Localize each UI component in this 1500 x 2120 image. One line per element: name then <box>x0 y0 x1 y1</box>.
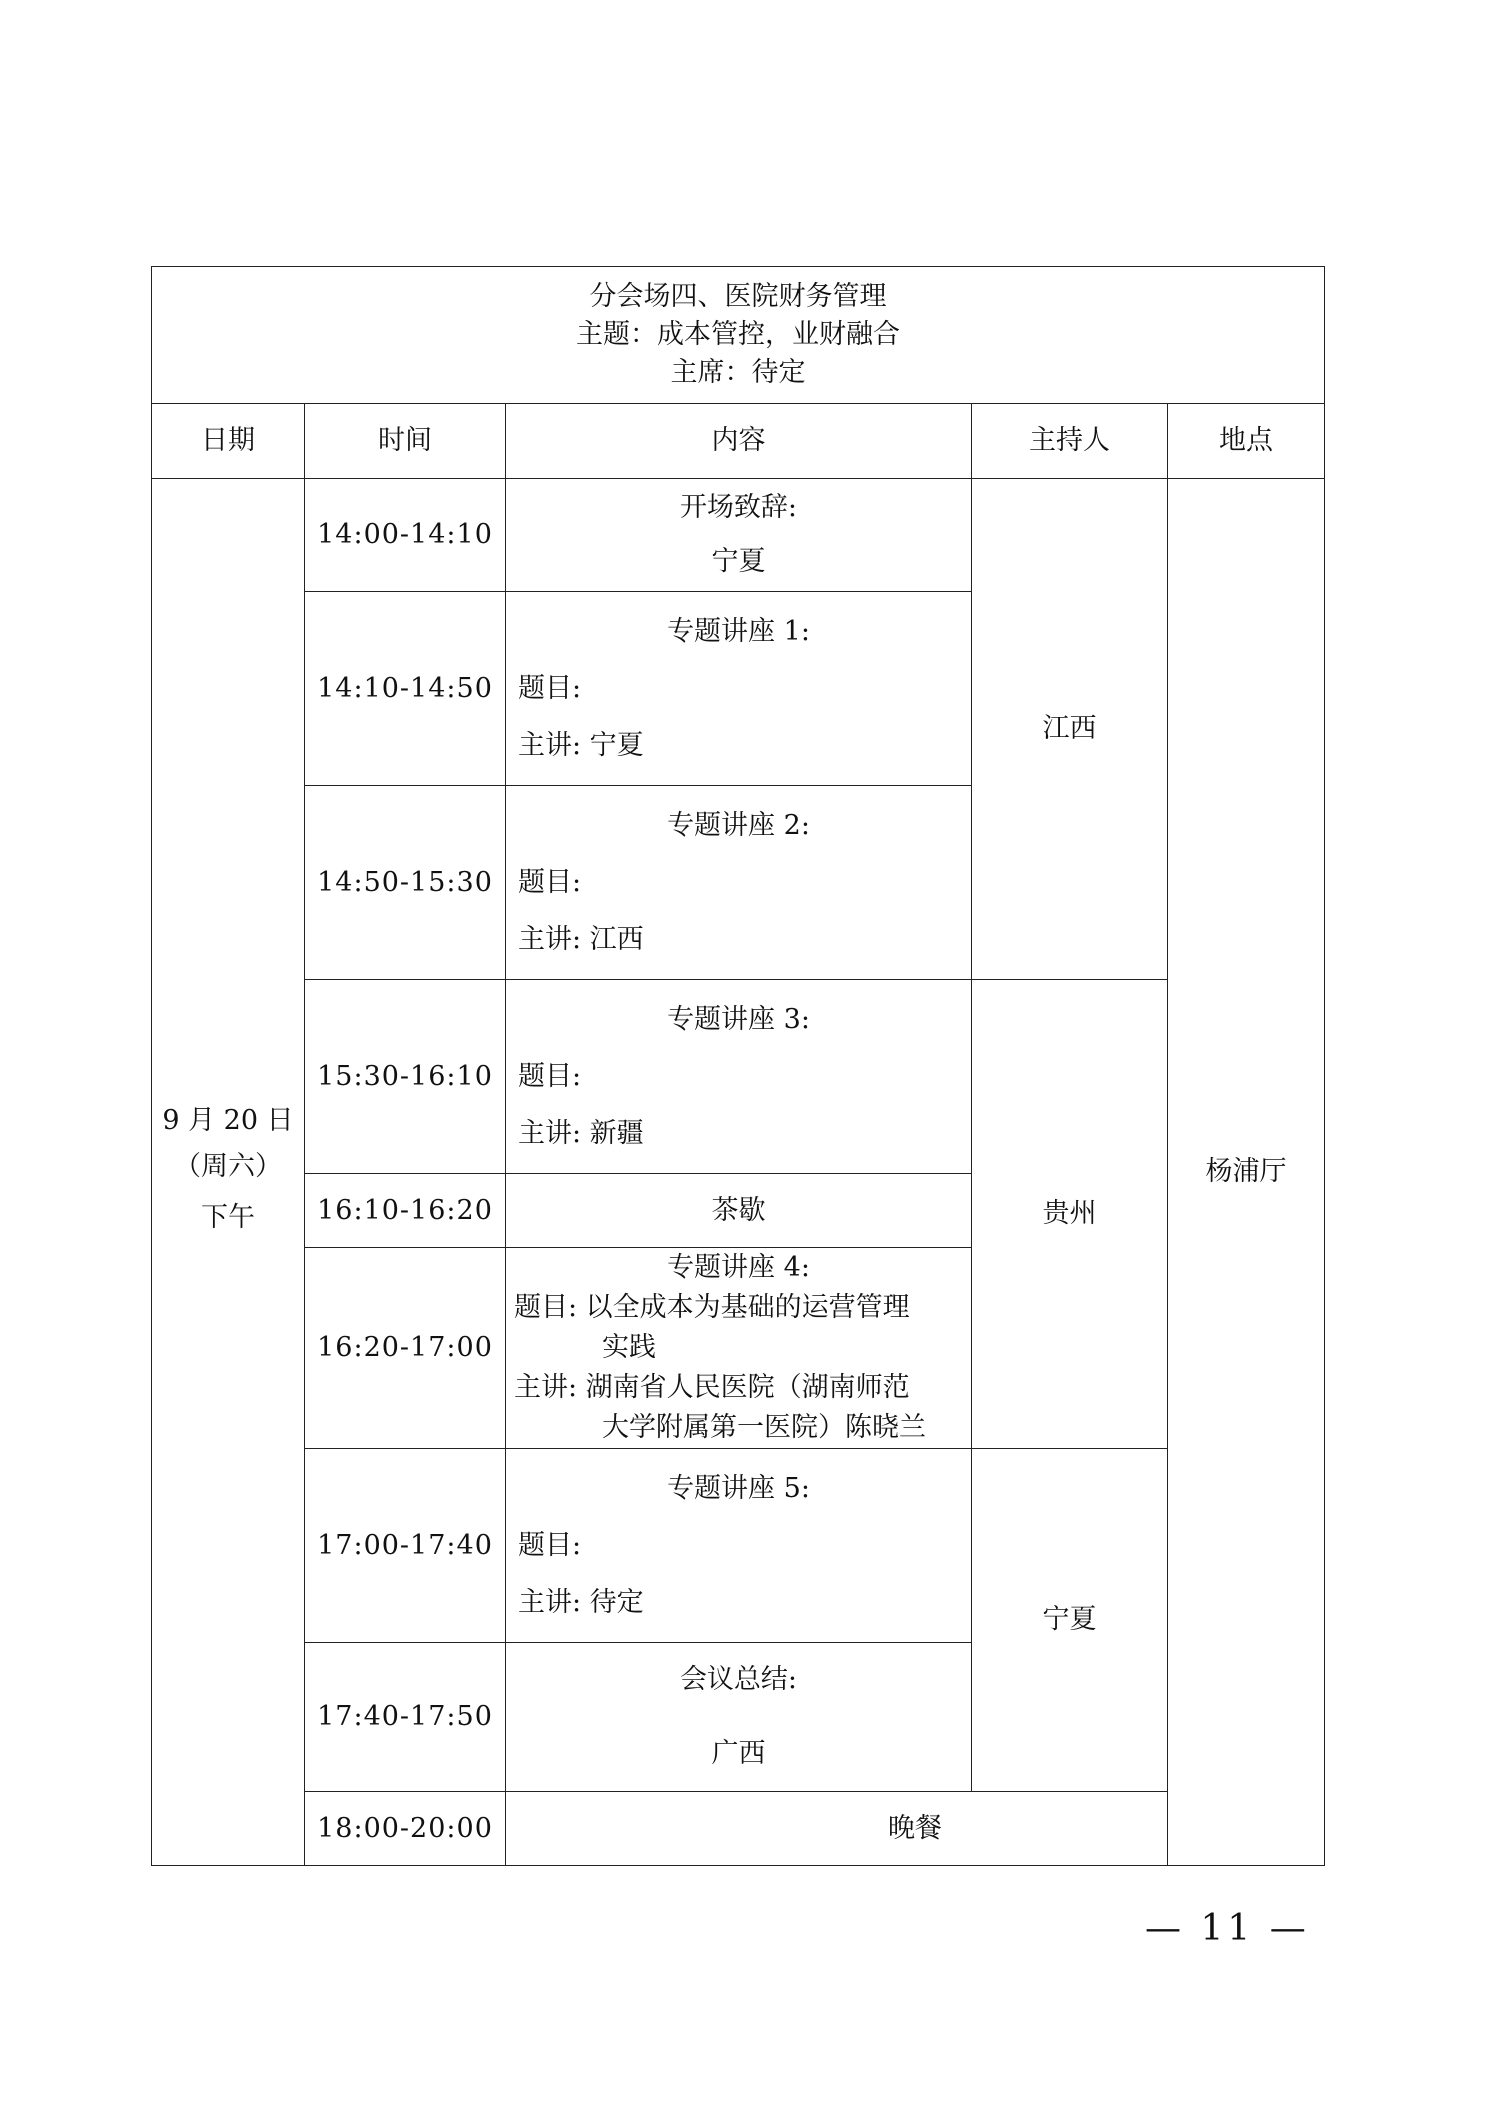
content-topic: 题目: <box>518 867 582 898</box>
content-topic-continued: 实践 <box>602 1332 656 1363</box>
session-theme: 主题：成本管控，业财融合 <box>576 319 900 351</box>
time-cell: 14:10-14:50 <box>305 592 506 786</box>
column-header-host: 主持人 <box>972 404 1168 479</box>
table-row <box>152 479 1325 592</box>
content-speaker: 主讲: 江西 <box>518 924 644 955</box>
time-cell: 16:10-16:20 <box>305 1174 506 1248</box>
content-topic: 题目: <box>518 673 582 704</box>
content-heading: 专题讲座 2: <box>667 810 810 841</box>
content-speaker: 主讲: 待定 <box>518 1587 644 1618</box>
date-weekday: （周六） <box>174 1151 282 1182</box>
session-title: 分会场四、医院财务管理 <box>589 281 887 313</box>
content-heading: 会议总结: <box>679 1664 798 1695</box>
session-chair: 主席：待定 <box>670 356 806 388</box>
column-header-venue: 地点 <box>1168 404 1325 479</box>
column-header-date: 日期 <box>152 404 305 479</box>
column-header-row <box>152 404 1325 479</box>
date-day: 9 月 20 日 <box>162 1105 294 1136</box>
content-speaker: 主讲: 新疆 <box>518 1118 644 1149</box>
content-heading: 专题讲座 4: <box>667 1252 810 1283</box>
content-detail: 广西 <box>711 1738 766 1769</box>
venue-cell: 杨浦厅 <box>1168 479 1325 1866</box>
host-cell: 贵州 <box>972 980 1168 1449</box>
time-cell: 17:40-17:50 <box>305 1643 506 1792</box>
table-row <box>152 1449 1325 1643</box>
content-heading: 开场致辞: <box>679 492 798 523</box>
time-cell: 17:00-17:40 <box>305 1449 506 1643</box>
page-number: — 11 — <box>1145 1908 1310 1949</box>
host-cell: 宁夏 <box>972 1449 1168 1792</box>
column-header-content: 内容 <box>506 404 972 479</box>
content-heading: 专题讲座 5: <box>667 1473 810 1504</box>
content-speaker: 主讲: 宁夏 <box>518 730 644 761</box>
content-heading: 专题讲座 1: <box>667 616 810 647</box>
date-period: 下午 <box>201 1202 255 1233</box>
content-cell <box>506 786 972 980</box>
content-cell <box>506 479 972 592</box>
content-detail: 宁夏 <box>711 546 766 577</box>
date-cell <box>152 479 305 1866</box>
content-cell: 晚餐 <box>506 1792 1325 1866</box>
table-row <box>152 980 1325 1174</box>
time-cell: 14:50-15:30 <box>305 786 506 980</box>
session-header <box>152 267 1325 404</box>
time-cell: 15:30-16:10 <box>305 980 506 1174</box>
column-header-time: 时间 <box>305 404 506 479</box>
content-cell <box>506 1248 972 1449</box>
schedule-table <box>151 266 1325 1866</box>
content-speaker-continued: 大学附属第一医院）陈晓兰 <box>602 1412 926 1443</box>
content-topic: 题目: <box>518 1061 582 1092</box>
content-topic: 题目: <box>518 1530 582 1561</box>
time-cell: 16:20-17:00 <box>305 1248 506 1449</box>
time-cell: 18:00-20:00 <box>305 1792 506 1866</box>
session-header-row <box>152 267 1325 404</box>
content-cell <box>506 980 972 1174</box>
time-cell: 14:00-14:10 <box>305 479 506 592</box>
host-cell: 江西 <box>972 479 1168 980</box>
content-heading: 专题讲座 3: <box>667 1004 810 1035</box>
content-cell <box>506 1643 972 1792</box>
content-topic: 题目: 以全成本为基础的运营管理 <box>514 1292 910 1323</box>
content-cell <box>506 592 972 786</box>
content-cell <box>506 1449 972 1643</box>
content-cell: 茶歇 <box>506 1174 972 1248</box>
content-speaker: 主讲: 湖南省人民医院（湖南师范 <box>514 1372 910 1403</box>
table-row <box>152 1792 1325 1866</box>
